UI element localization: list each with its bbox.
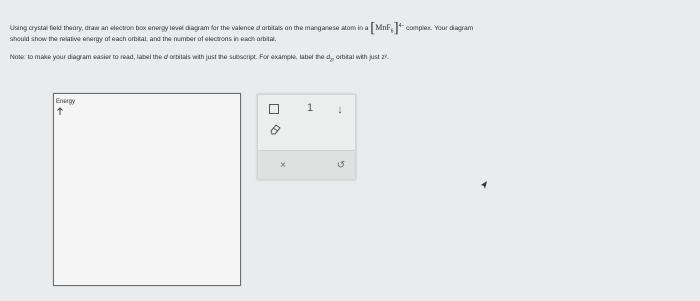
example-label: z²: [381, 54, 387, 61]
down-electron-tool[interactable]: ↓: [337, 104, 343, 116]
energy-axis-label: Energy: [56, 99, 76, 105]
note-line: Note: to make your diagram easier to read, label the d orbitals with just the subscript. For example, label the $d_{z^2}$ orbital with just z².: [10, 54, 389, 64]
note-text: orbitals with just the subscript. For example, label the: [169, 54, 325, 61]
clear-button[interactable]: ×: [280, 159, 286, 171]
drawing-toolbar: [257, 94, 356, 180]
formula-charge: 4−: [398, 23, 405, 29]
question-text: Using crystal field theory, draw an electron box energy level diagram for the valence: [10, 25, 255, 33]
formula-subscript: 6: [390, 28, 394, 35]
undo-button[interactable]: ↺: [336, 159, 346, 171]
d-italic: d: [256, 25, 260, 33]
question-line-2: should show the relative energy of each orbital, and the number of electrons in each orbital.: [10, 36, 277, 43]
d-italic: d: [326, 54, 331, 61]
note-text: orbital with just: [336, 54, 380, 61]
empty-box-tool[interactable]: [269, 104, 279, 114]
question-line-1: Using crystal field theory, draw an electron box energy level diagram for the valence d orbitals on the manganese atom in a $[MnF_6]^{4-}$ complex. Your diagram: [10, 20, 474, 37]
mouse-cursor-icon: [479, 180, 489, 190]
complex-formula: MnF: [375, 23, 391, 33]
orbital-subscript: z²: [330, 57, 335, 64]
energy-diagram-canvas[interactable]: [53, 93, 241, 286]
toolbar-actions: [258, 150, 355, 179]
note-text: Note: to make your diagram easier to read, label the: [10, 54, 163, 61]
d-italic: d: [163, 54, 168, 61]
up-arrow-icon: [56, 107, 64, 115]
up-electron-tool[interactable]: 1: [306, 102, 314, 114]
question-text: complex. Your diagram: [406, 25, 474, 33]
eraser-icon: [268, 122, 282, 136]
question-text: orbitals on the manganese atom in a: [261, 25, 369, 33]
eraser-tool[interactable]: [268, 122, 282, 136]
empty-box-icon: [269, 104, 279, 114]
